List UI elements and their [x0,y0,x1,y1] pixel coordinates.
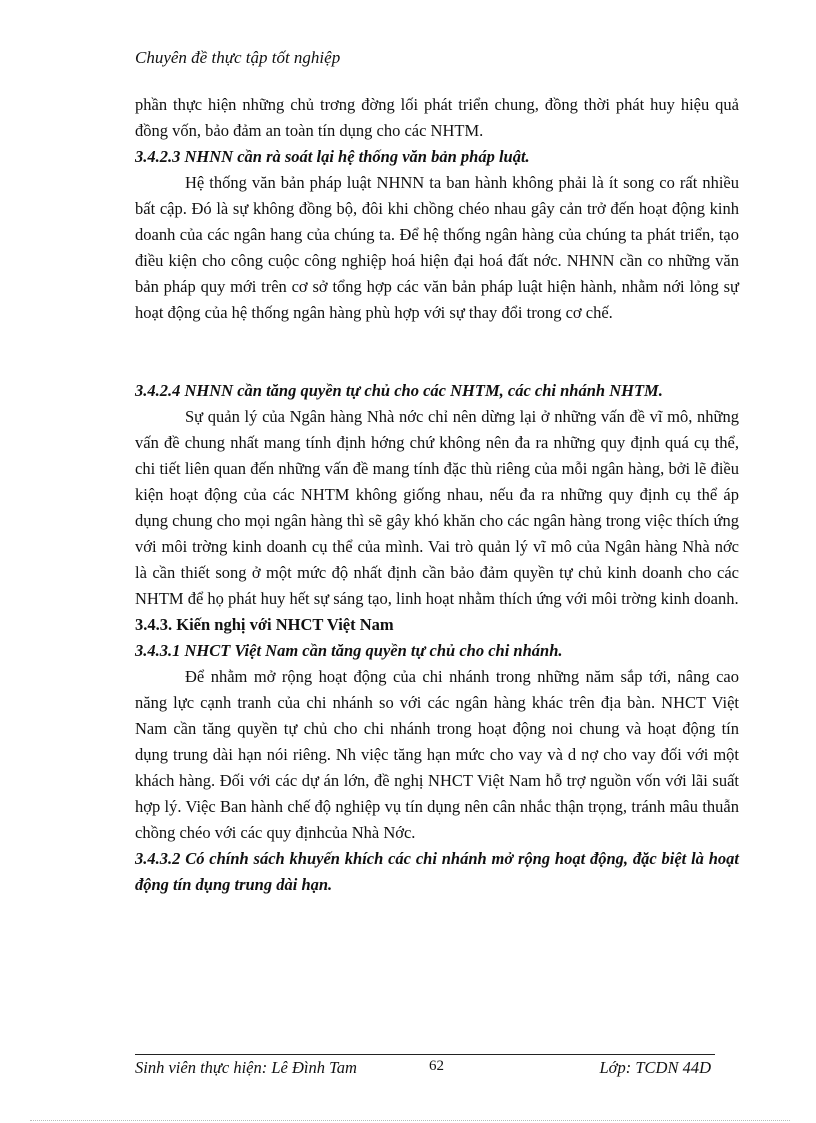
section-heading-3-4-2-4: 3.4.2.4 NHNN cần tăng quyền tự chủ cho các NHTM, các chi nhánh NHTM. [135,381,663,400]
paragraph-autonomy: Sự quản lý của Ngân hàng Nhà nớc chỉ nên dừng lại ở những vấn đề vĩ mô, những vấn đề chung nhất mang tính định hớng chứ không nên đa ra những quy định quá cụ thể, chi tiết liên quan đến những vấn đề mang tính đặc thù riêng của mỗi ngân hàng, bởi lẽ điều kiện hoạt động của các NHTM không giống nhau, nếu đa ra những quy định cụ thể áp dụng chung cho mọi ngân hàng thì sẽ gây khó khăn cho các ngân hàng trong việc thích ứng với môi trờng kinh doanh cụ thể của mình. Vai trò quản lý vĩ mô của Ngân hàng Nhà nớc là cần thiết song ở một mức độ nhất định cần bảo đảm quyền tự chủ kinh doanh cho các NHTM để họ phát huy hết sự sáng tạo, linh hoạt nhằm thích ứng với môi trờng kinh doanh. [135,407,739,608]
footer-rule [135,1054,715,1055]
page-bottom-border [30,1120,790,1121]
section-gap [135,326,739,378]
header-rule [135,75,740,76]
paragraph-legal-system: Hệ thống văn bản pháp luật NHNN ta ban hành không phải là ít song co rất nhiều bất cập. Đó là sự không đồng bộ, đôi khi chồng chéo nhau gây cản trở đến hoạt động kinh doanh của các ngân hang của chúng ta. Để hệ thống ngân hàng của chúng ta phát triển, tạo điều kiện cho công cuộc công nghiệp hoá hiện đại hoá đất nớc. NHNN cần co những văn bản pháp quy mới trên cơ sở tổng hợp các văn bản pháp luật hiện hành, nhằm nới lỏng sự hoạt động của hệ thống ngân hàng phù hợp với sự thay đổi trong cơ chế. [135,173,739,322]
section-heading-3-4-2-3: 3.4.2.3 NHNN cần rà soát lại hệ thống văn bản pháp luật. [135,147,530,166]
section-heading-3-4-3-2: 3.4.3.2 Có chính sách khuyến khích các chi nhánh mở rộng hoạt động, đặc biệt là hoạt động tín dụng trung dài hạn. [135,849,739,894]
footer-student: Sinh viên thực hiện: Lê Đình Tam [135,1058,357,1077]
page-number: 62 [429,1058,444,1074]
section-heading-3-4-3: 3.4.3. Kiến nghị với NHCT Việt Nam [135,615,394,634]
paragraph-continuation: phần thực hiện những chủ trơng đờng lối phát triển chung, đồng thời phát huy hiệu quả đồng vốn, bảo đảm an toàn tín dụng cho các NHTM. [135,95,739,140]
page-header: Chuyên đề thực tập tốt nghiệp [135,48,341,67]
page-body [135,92,739,898]
paragraph-nhct-branch: Để nhằm mở rộng hoạt động của chi nhánh trong những năm sắp tới, nâng cao năng lực cạnh tranh của chi nhánh so với các ngân hàng khác trên địa bàn. NHCT Việt Nam cần tăng quyền tự chủ cho chi nhánh trong hoạt động noi chung và hoạt động tín dụng trung dài hạn nói riêng. Nh việc tăng hạn mức cho vay và d nợ cho vay đối với một khách hàng. Đối với các dự án lớn, đề nghị NHCT Việt Nam hỗ trợ nguồn vốn với lãi suất hợp lý. Việc Ban hành chế độ nghiệp vụ tín dụng nên cân nhắc thận trọng, tránh mâu thuẫn chồng chéo với các quy địnhcủa Nhà Nớc. [135,667,739,842]
footer-class: Lớp: TCDN 44D [599,1058,711,1077]
section-heading-3-4-3-1: 3.4.3.1 NHCT Việt Nam cần tăng quyền tự chủ cho chi nhánh. [135,641,563,660]
